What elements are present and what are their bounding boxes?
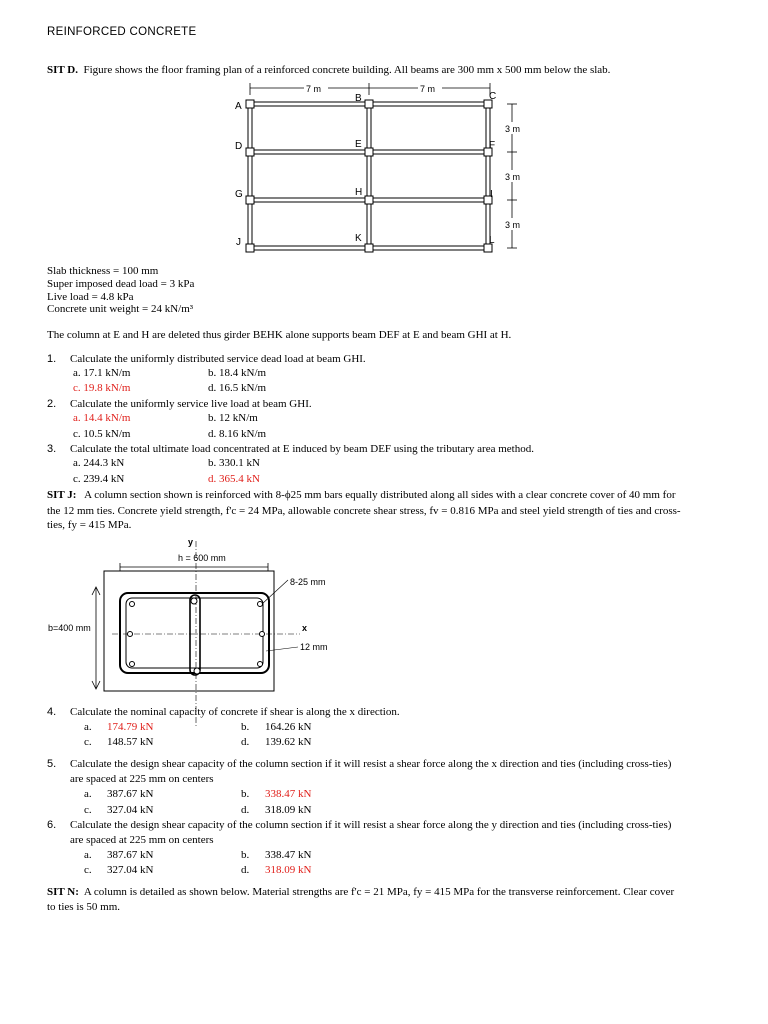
span-label-cf: 3 m [505,124,521,134]
q4-choice-d-value: 139.62 kN [265,736,312,748]
sit-d-note: The column at E and H are deleted thus girder BEHK alone supports beam DEF at E and beam GHI at H. [47,329,512,341]
q5-choice-a-letter: a. [84,788,92,800]
sit-n-label: SIT N: [47,886,79,898]
q5-choice-d-letter: d. [241,804,250,816]
q2-choice-a-answer: a. 14.4 kN/m [73,412,131,424]
node-c: C [489,91,497,102]
q6-choice-a-letter: a. [84,849,92,861]
given-slab-thickness: Slab thickness = 100 mm [47,265,159,277]
x-axis-label: x [302,623,308,633]
node-h: H [355,187,363,198]
sit-j-label: SIT J: [47,489,77,501]
question-5-text-2: are spaced at 225 mm on centers [70,773,214,785]
span-label-bc: 7 m [420,84,436,94]
question-3-number: 3. [47,443,57,455]
node-k: K [355,233,362,244]
question-1-text: Calculate the uniformly distributed service dead load at beam GHI. [70,353,366,365]
node-b: B [355,93,362,104]
question-5-number: 5. [47,758,57,770]
q1-choice-a: a. 17.1 kN/m [73,367,131,379]
sit-d-intro [47,64,610,77]
q5-choice-a-value: 387.67 kN [107,788,154,800]
node-a: A [235,101,242,112]
q6-choice-d-value-answer: 318.09 kN [265,864,312,876]
given-sdl: Super imposed dead load = 3 kPa [47,278,195,290]
q1-choice-d: d. 16.5 kN/m [208,382,267,394]
q4-choice-c-value: 148.57 kN [107,736,154,748]
q5-choice-c-letter: c. [84,804,92,816]
q1-choice-c-answer: c. 19.8 kN/m [73,382,131,394]
span-label-il: 3 m [505,220,521,230]
q6-choice-c-value: 327.04 kN [107,864,154,876]
floor-framing-plan [228,82,528,260]
q6-choice-d-letter: d. [241,864,250,876]
question-4-number: 4. [47,706,57,718]
q4-choice-a-value-answer: 174.79 kN [107,721,154,733]
question-4-text: Calculate the nominal capacity of concrete if shear is along the x direction. [70,706,400,718]
page-title: REINFORCED CONCRETE [47,26,197,38]
question-5-text: Calculate the design shear capacity of the column section if it will resist a shear force along the x direction and ties (including cross-ties) [70,758,672,770]
q6-choice-a-value: 387.67 kN [107,849,154,861]
q6-choice-b-value: 338.47 kN [265,849,312,861]
q3-choice-b: b. 330.1 kN [208,457,260,469]
q5-choice-b-value-answer: 338.47 kN [265,788,312,800]
q4-choice-b-letter: b. [241,721,250,733]
b-dimension-label: b=400 mm [48,623,91,633]
tie-label: 12 mm [300,642,328,652]
sit-n-text-1: A column is detailed as shown below. Material strengths are f'c = 21 MPa, fy = 415 MPa for the transverse reinforcement. Clear cover [83,886,675,898]
q4-choice-b-value: 164.26 kN [265,721,312,733]
bars-label: 8-25 mm [290,577,326,587]
q4-choice-d-letter: d. [241,736,250,748]
q5-choice-c-value: 327.04 kN [107,804,154,816]
span-label-fi: 3 m [505,172,521,182]
q6-choice-c-letter: c. [84,864,92,876]
q4-choice-a-letter: a. [84,721,92,733]
q3-choice-a: a. 244.3 kN [73,457,125,469]
q2-choice-d: d. 8.16 kN/m [208,428,267,440]
sit-n-line-1 [47,886,674,899]
node-g: G [235,189,243,200]
sit-j-text-1: A column section shown is reinforced with 8-ϕ25 mm bars equally distributed along all sides with a clear concrete cover of 40 mm for [84,489,676,501]
q3-choice-c: c. 239.4 kN [73,473,125,485]
node-j: J [236,237,241,248]
node-i: I [490,189,493,200]
node-l: L [489,235,495,246]
question-6-number: 6. [47,819,57,831]
node-e: E [355,139,362,150]
given-live-load: Live load = 4.8 kPa [47,291,134,303]
sit-j-line-2: the 12 mm ties. Concrete yield strength, f'c = 24 MPa, allowable concrete shear stress, fv = 0.816 MPa and steel yield strength of ties and cross- [47,505,681,517]
q6-choice-b-letter: b. [241,849,250,861]
y-axis-label: y [188,537,194,547]
span-label-ab: 7 m [306,84,322,94]
node-d: D [235,141,243,152]
q5-choice-d-value: 318.09 kN [265,804,312,816]
q3-choice-d-answer: d. 365.4 kN [208,473,260,485]
q2-choice-b: b. 12 kN/m [208,412,258,424]
column-section-figure [44,535,344,730]
q4-choice-c-letter: c. [84,736,92,748]
q2-choice-c: c. 10.5 kN/m [73,428,131,440]
node-f: F [489,140,496,151]
given-unit-weight: Concrete unit weight = 24 kN/m³ [47,303,194,315]
question-1-number: 1. [47,353,57,365]
question-3-text: Calculate the total ultimate load concentrated at E induced by beam DEF using the tributary area method. [70,443,534,455]
sit-j-line-1 [47,489,676,502]
question-2-number: 2. [47,398,57,410]
h-dimension-label: h = 600 mm [178,553,226,563]
sit-n-line-2: to ties is 50 mm. [47,901,121,913]
question-2-text: Calculate the uniformly service live load at beam GHI. [70,398,312,410]
q1-choice-b: b. 18.4 kN/m [208,367,267,379]
sit-j-line-3: ties, fy = 415 MPa. [47,519,132,531]
q5-choice-b-letter: b. [241,788,250,800]
sit-d-text: Figure shows the floor framing plan of a reinforced concrete building. All beams are 300 mm x 500 mm below the slab. [83,64,611,76]
sit-d-label: SIT D. [47,64,78,76]
question-6-text: Calculate the design shear capacity of the column section if it will resist a shear force along the y direction and ties (including cross-ties) [70,819,672,831]
question-6-text-2: are spaced at 225 mm on centers [70,834,214,846]
